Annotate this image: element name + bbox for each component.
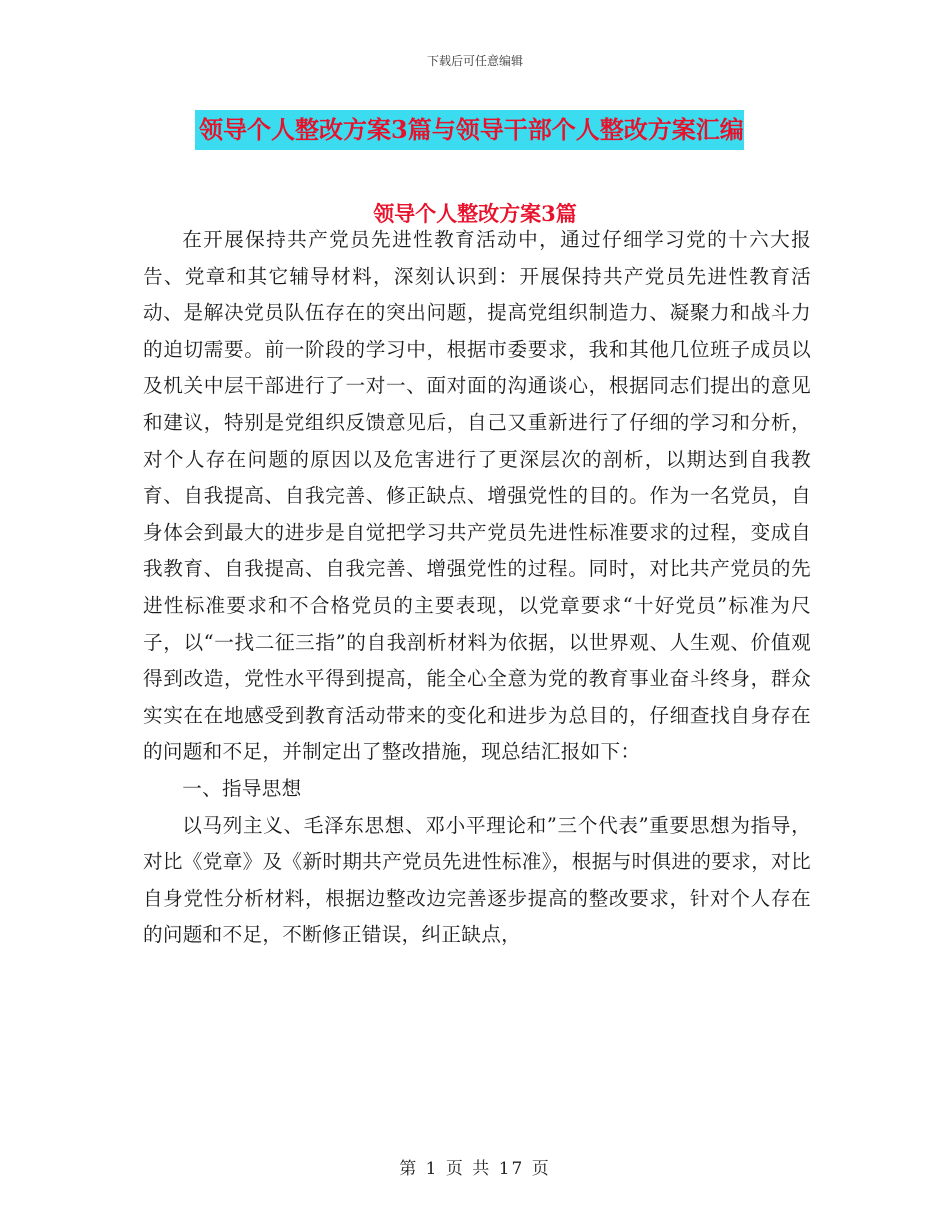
paragraph-intro: 在开展保持共产党员先进性教育活动中，通过仔细学习党的十六大报告、党章和其它辅导材料，深刻认识到：开展保持共产党员先进性教育活动、是解决党员队伍存在的突出问题，提高党组织制造力、凝聚力和战斗力的迫切需要。前一阶段的学习中，根据市委要求，我和其他几位班子成员以及机关中层干部进行了一对一、面对面的沟通谈心，根据同志们提出的意见和建议，特别是党组织反馈意见后，自己又重新进行了仔细的学习和分析，对个人存在问题的原因以及危害进行了更深层次的剖析，以期达到自我教育、自我提高、自我完善、修正缺点、增强党性的目的。作为一名党员，自身体会到最大的进步是自觉把学习共产党员先进性标准要求的过程，变成自我教育、自我提高、自我完善、增强党性的过程。同时，对比共产党员的先进性标准要求和不合格党员的主要表现，以党章要求“十好党员”标准为尺子，以“一找二征三指”的自我剖析材料为依据，以世界观、人生观、价值观得到改造，党性水平得到提高，能全心全意为党的教育事业奋斗终身，群众实实在在地感受到教育活动带来的变化和进步为总目的，仔细查找自身存在的问题和不足，并制定出了整改措施，现总结汇报如下：	[143, 228, 811, 764]
paragraph-heading-guiding-thought: 一、指导思想	[182, 776, 302, 800]
header-note: 下载后可任意编辑	[426, 54, 523, 68]
document-title: 领导个人整改方案3篇与领导干部个人整改方案汇编	[195, 110, 744, 150]
section-title: 领导个人整改方案3篇	[373, 201, 577, 226]
body-text	[143, 222, 811, 954]
paragraph-guiding-thought: 以马列主义、毛泽东思想、邓小平理论和”三个代表”重要思想为指导，对比《党章》及《新时期共产党员先进性标准》，根据与时俱进的要求，对比自身党性分析材料，根据边整改边完善逐步提高的整改要求，针对个人存在的问题和不足，不断修正错误，纠正缺点，	[143, 813, 811, 947]
page-number: 第 1 页 共 17 页	[399, 1159, 551, 1179]
